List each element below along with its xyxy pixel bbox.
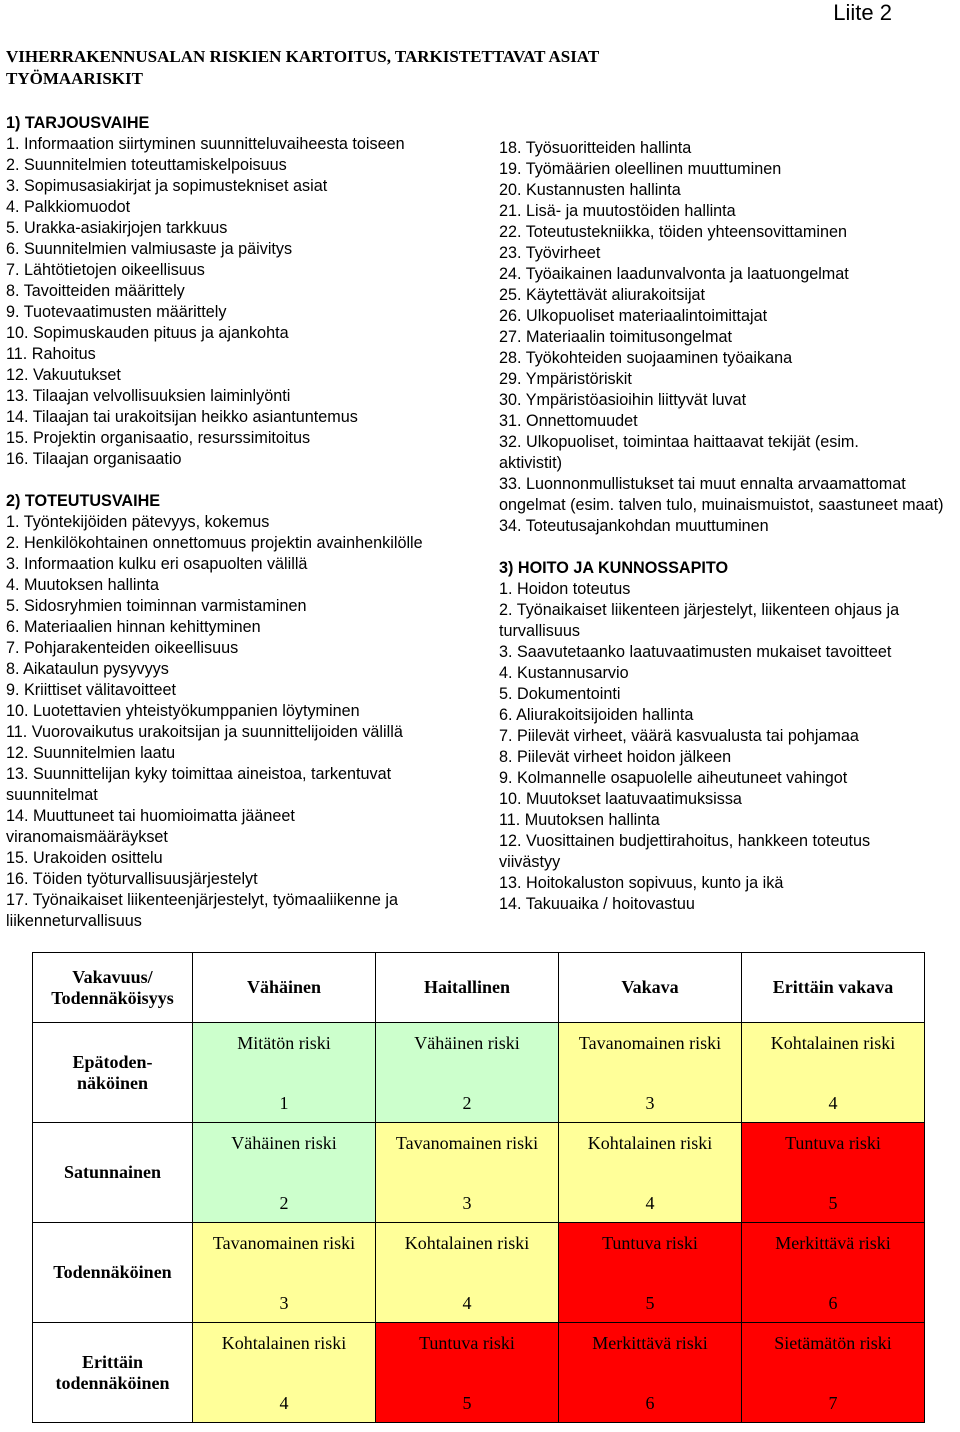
risk-level-name: Vähäinen riski [414, 1032, 520, 1053]
appendix-label: Liite 2 [833, 0, 892, 25]
severity-header: Vähäinen [193, 953, 376, 1023]
risk-cell-content [746, 1131, 920, 1215]
list-item: 19. Työmäärien oleellinen muuttuminen [499, 160, 782, 178]
toteutusvaihe-list-continued [499, 138, 959, 537]
risk-level-name: Tuntuva riski [419, 1332, 515, 1353]
risk-level-number: 5 [828, 1192, 838, 1213]
risk-level-number: 6 [645, 1392, 655, 1413]
matrix-row [33, 1323, 925, 1423]
list-item: 21. Lisä- ja muutostöiden hallinta [499, 202, 736, 220]
risk-level-name: Kohtalainen riski [770, 1032, 896, 1053]
list-item: 15. Projektin organisaatio, resurssimitoitus [6, 429, 311, 447]
list-item: 1. Informaation siirtyminen suunnitteluvaiheesta toiseen [6, 135, 405, 153]
risk-level-name: Merkittävä riski [775, 1232, 891, 1253]
list-item: 6. Materiaalien hinnan kehittyminen [6, 618, 261, 636]
list-item: 12. Suunnitelmien laatu [6, 744, 176, 762]
risk-cell-content [563, 1331, 737, 1415]
list-item: 27. Materiaalin toimitusongelmat [499, 328, 733, 346]
list-item: 5. Urakka-asiakirjojen tarkkuus [6, 219, 228, 237]
list-item: 31. Onnettomuudet [499, 412, 638, 430]
likelihood-label: Epätoden- näköinen [33, 1023, 193, 1123]
matrix-row [33, 1223, 925, 1323]
list-item: 20. Kustannusten hallinta [499, 181, 681, 199]
risk-cell [559, 1223, 742, 1323]
list-item: 33. Luonnonmullistukset tai muut ennalta arvaamattomat ongelmat (esim. talven tulo, muinaismuistot, saastuneet maat) [499, 475, 944, 514]
list-item: 10. Muutokset laatuvaatimuksissa [499, 790, 742, 808]
risk-level-name: Sietämätön riski [774, 1332, 892, 1353]
tarjousvaihe-list [6, 134, 486, 470]
matrix-body [33, 1023, 925, 1423]
matrix-row [33, 1023, 925, 1123]
matrix-corner-label: Vakavuus/ Todennäköisyys [33, 953, 193, 1023]
likelihood-label: Satunnainen [33, 1123, 193, 1223]
risk-cell-content [380, 1031, 554, 1115]
list-item: 24. Työaikainen laadunvalvonta ja laatuongelmat [499, 265, 849, 283]
risk-level-name: Mitätön riski [237, 1032, 331, 1053]
list-item: 11. Rahoitus [6, 345, 96, 363]
severity-header: Haitallinen [376, 953, 559, 1023]
risk-cell [193, 1323, 376, 1423]
list-item: 10. Luotettavien yhteistyökumppanien löytyminen [6, 702, 360, 720]
matrix-header-row [33, 953, 925, 1023]
risk-level-number: 1 [279, 1092, 289, 1113]
risk-cell [376, 1323, 559, 1423]
list-item: 12. Vakuutukset [6, 366, 121, 384]
list-item: 30. Ympäristöasioihin liittyvät luvat [499, 391, 747, 409]
list-item: 2. Henkilökohtainen onnettomuus projektin avainhenkilölle [6, 534, 423, 552]
list-item: 7. Piilevät virheet, väärä kasvualusta tai pohjamaa [499, 727, 859, 745]
risk-cell [193, 1123, 376, 1223]
risk-level-number: 2 [279, 1192, 289, 1213]
list-item: 16. Töiden työturvallisuusjärjestelyt [6, 870, 258, 888]
risk-level-name: Kohtalainen riski [221, 1332, 347, 1353]
list-item: 25. Käytettävät aliurakoitsijat [499, 286, 706, 304]
risk-level-name: Vähäinen riski [231, 1132, 337, 1153]
risk-cell [376, 1123, 559, 1223]
list-item: 14. Tilaajan tai urakoitsijan heikko asiantuntemus [6, 408, 358, 426]
list-item: 32. Ulkopuoliset, toimintaa haittaavat tekijät (esim. aktivistit) [499, 433, 859, 472]
risk-level-name: Kohtalainen riski [587, 1132, 713, 1153]
list-item: 8. Tavoitteiden määrittely [6, 282, 185, 300]
risk-cell-content [197, 1231, 371, 1315]
risk-cell-content [197, 1031, 371, 1115]
list-item: 2. Suunnitelmien toteuttamiskelpoisuus [6, 156, 287, 174]
risk-cell-content [197, 1331, 371, 1415]
risk-level-number: 4 [828, 1092, 838, 1113]
list-item: 1. Työntekijöiden pätevyys, kokemus [6, 513, 270, 531]
list-item: 14. Takuuaika / hoitovastuu [499, 895, 695, 913]
likelihood-label: Erittäin todennäköinen [33, 1323, 193, 1423]
list-item: 11. Vuorovaikutus urakoitsijan ja suunnittelijoiden välillä [6, 723, 403, 741]
spacer [499, 537, 959, 558]
document-title [6, 46, 706, 90]
risk-level-number: 7 [828, 1392, 838, 1413]
list-item: 8. Aikataulun pysyvyys [6, 660, 169, 678]
list-item: 4. Palkkiomuodot [6, 198, 131, 216]
list-item: 4. Muutoksen hallinta [6, 576, 159, 594]
severity-header: Erittäin vakava [742, 953, 925, 1023]
risk-cell-content [380, 1331, 554, 1415]
risk-level-name: Tavanomainen riski [395, 1132, 539, 1153]
list-item: 18. Työsuoritteiden hallinta [499, 139, 692, 157]
list-item: 6. Suunnitelmien valmiusaste ja päivitys [6, 240, 293, 258]
list-item: 16. Tilaajan organisaatio [6, 450, 182, 468]
section-heading-toteutusvaihe: 2) TOTEUTUSVAIHE [6, 492, 161, 510]
risk-level-number: 2 [462, 1092, 472, 1113]
risk-level-number: 3 [462, 1192, 472, 1213]
list-item: 12. Vuosittainen budjettirahoitus, hankkeen toteutus viivästyy [499, 832, 871, 871]
list-item: 5. Dokumentointi [499, 685, 621, 703]
risk-cell [742, 1023, 925, 1123]
risk-cell-content [563, 1031, 737, 1115]
risk-level-name: Tavanomainen riski [578, 1032, 722, 1053]
list-item: 9. Kriittiset välitavoitteet [6, 681, 177, 699]
risk-cell-content [380, 1131, 554, 1215]
risk-cell-content [746, 1231, 920, 1315]
risk-cell-content [380, 1231, 554, 1315]
list-item: 22. Toteutustekniikka, töiden yhteensovittaminen [499, 223, 847, 241]
risk-level-name: Tuntuva riski [602, 1232, 698, 1253]
list-item: 3. Informaation kulku eri osapuolten välillä [6, 555, 308, 573]
list-item: 11. Muutoksen hallinta [499, 811, 660, 829]
risk-level-number: 4 [645, 1192, 655, 1213]
risk-cell [376, 1023, 559, 1123]
list-item: 14. Muuttuneet tai huomioimatta jääneet viranomaismääräykset [6, 807, 295, 846]
list-item: 15. Urakoiden osittelu [6, 849, 163, 867]
list-item: 3. Sopimusasiakirjat ja sopimustekniset asiat [6, 177, 328, 195]
right-column [499, 138, 959, 915]
risk-cell [559, 1123, 742, 1223]
left-column [6, 113, 486, 932]
list-item: 5. Sidosryhmien toiminnan varmistaminen [6, 597, 307, 615]
risk-cell [376, 1223, 559, 1323]
risk-cell-content [746, 1331, 920, 1415]
risk-cell [559, 1323, 742, 1423]
risk-cell-content [746, 1031, 920, 1115]
list-item: 2. Työnaikaiset liikenteen järjestelyt, liikenteen ohjaus ja turvallisuus [499, 601, 900, 640]
spacer [6, 470, 486, 491]
risk-cell [742, 1223, 925, 1323]
severity-header: Vakava [559, 953, 742, 1023]
matrix-row [33, 1123, 925, 1223]
list-item: 17. Työnaikaiset liikenteenjärjestelyt, työmaaliikenne ja liikenneturvallisuus [6, 891, 399, 930]
list-item: 6. Aliurakoitsijoiden hallinta [499, 706, 694, 724]
likelihood-label: Todennäköinen [33, 1223, 193, 1323]
risk-cell [193, 1223, 376, 1323]
list-item: 3. Saavutetaanko laatuvaatimusten mukaiset tavoitteet [499, 643, 892, 661]
risk-cell-content [197, 1131, 371, 1215]
list-item: 9. Kolmannelle osapuolelle aiheutuneet vahingot [499, 769, 848, 787]
hoito-list [499, 579, 959, 915]
list-item: 34. Toteutusajankohdan muuttuminen [499, 517, 769, 535]
risk-cell [742, 1323, 925, 1423]
section-heading-hoito: 3) HOITO JA KUNNOSSAPITO [499, 559, 729, 577]
title-line-1: VIHERRAKENNUSALAN RISKIEN KARTOITUS, TARKISTETTAVAT ASIAT [6, 47, 600, 66]
risk-level-number: 5 [645, 1292, 655, 1313]
risk-level-number: 3 [279, 1292, 289, 1313]
risk-level-name: Tuntuva riski [785, 1132, 881, 1153]
list-item: 26. Ulkopuoliset materiaalintoimittajat [499, 307, 768, 325]
risk-matrix [32, 952, 925, 1423]
list-item: 7. Pohjarakenteiden oikeellisuus [6, 639, 239, 657]
list-item: 29. Ympäristöriskit [499, 370, 632, 388]
risk-level-name: Kohtalainen riski [404, 1232, 530, 1253]
list-item: 8. Piilevät virheet hoidon jälkeen [499, 748, 732, 766]
risk-cell [742, 1123, 925, 1223]
risk-level-name: Merkittävä riski [592, 1332, 708, 1353]
risk-level-name: Tavanomainen riski [212, 1232, 356, 1253]
list-item: 10. Sopimuskauden pituus ja ajankohta [6, 324, 289, 342]
risk-level-number: 4 [462, 1292, 472, 1313]
section-heading-tarjousvaihe: 1) TARJOUSVAIHE [6, 114, 150, 132]
risk-cell [193, 1023, 376, 1123]
list-item: 7. Lähtötietojen oikeellisuus [6, 261, 205, 279]
risk-cell-content [563, 1231, 737, 1315]
list-item: 9. Tuotevaatimusten määrittely [6, 303, 227, 321]
list-item: 13. Tilaajan velvollisuuksien laiminlyönti [6, 387, 291, 405]
risk-cell-content [563, 1131, 737, 1215]
risk-level-number: 6 [828, 1292, 838, 1313]
list-item: 13. Hoitokaluston sopivuus, kunto ja ikä [499, 874, 784, 892]
toteutusvaihe-list [6, 512, 486, 932]
risk-level-number: 3 [645, 1092, 655, 1113]
risk-cell [559, 1023, 742, 1123]
risk-level-number: 5 [462, 1392, 472, 1413]
list-item: 1. Hoidon toteutus [499, 580, 631, 598]
list-item: 23. Työvirheet [499, 244, 601, 262]
title-line-2: TYÖMAARISKIT [6, 69, 143, 88]
list-item: 28. Työkohteiden suojaaminen työaikana [499, 349, 793, 367]
list-item: 13. Suunnittelijan kyky toimittaa aineistoa, tarkentuvat suunnitelmat [6, 765, 392, 804]
risk-level-number: 4 [279, 1392, 289, 1413]
list-item: 4. Kustannusarvio [499, 664, 629, 682]
